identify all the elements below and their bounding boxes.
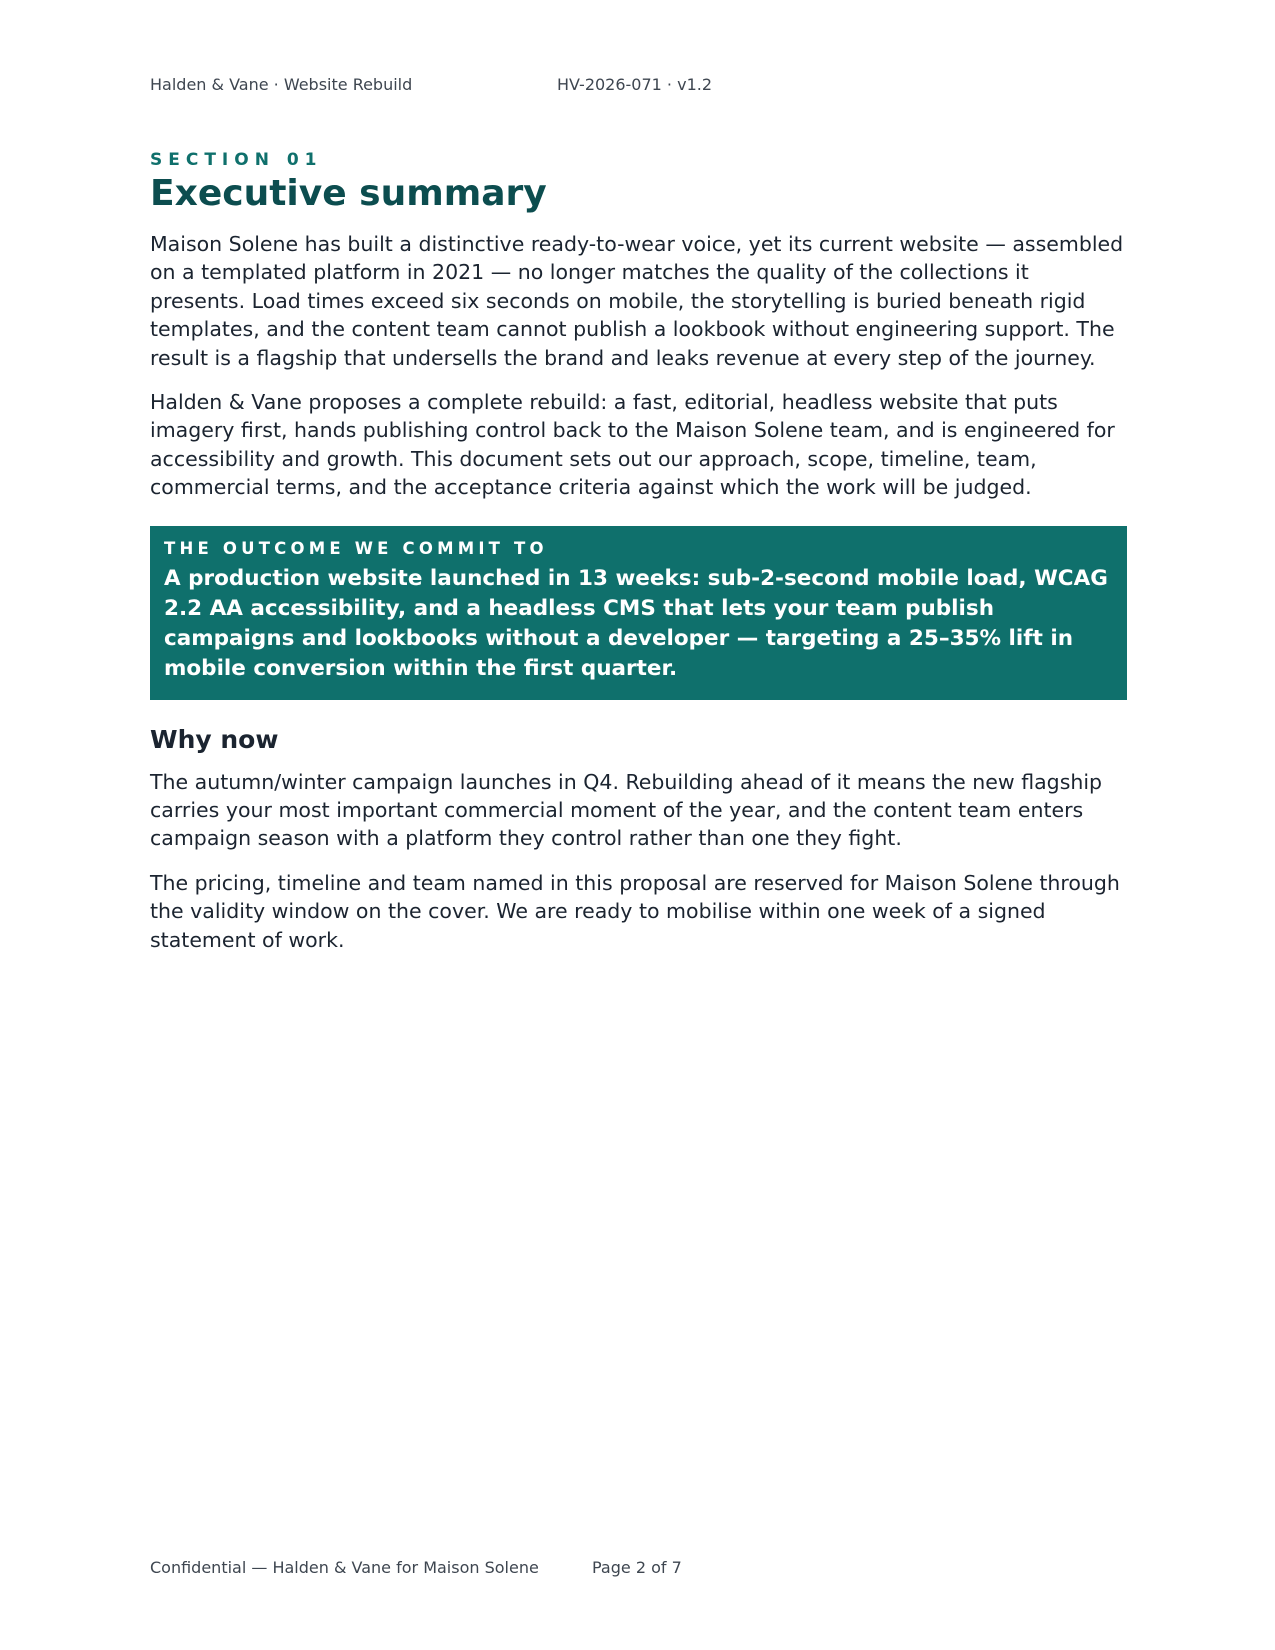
summary-paragraph: Halden & Vane proposes a complete rebuild: a fast, editorial, headless website that puts imagery first, hands publishing control back to the Maison Solene team, and is engineered for accessibility and growth. This document sets out our approach, scope, timeline, team, commercial terms, and the acceptance criteria against which the work will be judged.	[150, 390, 1115, 500]
why-now-heading: Why now	[150, 724, 279, 754]
section-eyebrow: SECTION 01	[150, 150, 323, 170]
outcome-callout	[150, 526, 1127, 700]
running-header	[150, 75, 1127, 95]
why-now-paragraph: The pricing, timeline and team named in this proposal are reserved for Maison Solene through the validity window on the cover. We are ready to mobilise within one week of a signed statement of work.	[150, 870, 1120, 952]
running-footer	[150, 1558, 1127, 1578]
header-document-title: Halden & Vane · Website Rebuild	[150, 75, 413, 94]
page-number: Page 2 of 7	[592, 1558, 682, 1577]
summary-paragraph: Maison Solene has built a distinctive ready-to-wear voice, yet its current website — assembled on a templated platform in 2021 — no longer matches the quality of the collections it presents. Load times exceed six seconds on mobile, the storytelling is buried beneath rigid templates, and the content team cannot publish a lookbook without engineering support. The result is a flagship that undersells the brand and leaks revenue at every step of the journey.	[150, 232, 1124, 370]
document-page	[150, 0, 1127, 1650]
header-document-reference: HV-2026-071 · v1.2	[557, 75, 713, 94]
why-now-paragraph: The autumn/winter campaign launches in Q4. Rebuilding ahead of it means the new flagship carries your most important commercial moment of the year, and the content team enters campaign season with a platform they control rather than one they fight.	[150, 769, 1103, 851]
callout-statement: A production website launched in 13 weeks: sub-2-second mobile load, WCAG 2.2 AA accessibility, and a headless CMS that lets your team publish campaigns and lookbooks without a developer — targeting a 25–35% lift in mobile conversion within the first quarter.	[164, 565, 1108, 681]
section-title: Executive summary	[150, 173, 547, 214]
executive-summary-section	[150, 150, 1127, 970]
callout-label: THE OUTCOME WE COMMIT TO	[164, 538, 548, 558]
footer-confidentiality-note: Confidential — Halden & Vane for Maison Solene	[150, 1558, 539, 1577]
